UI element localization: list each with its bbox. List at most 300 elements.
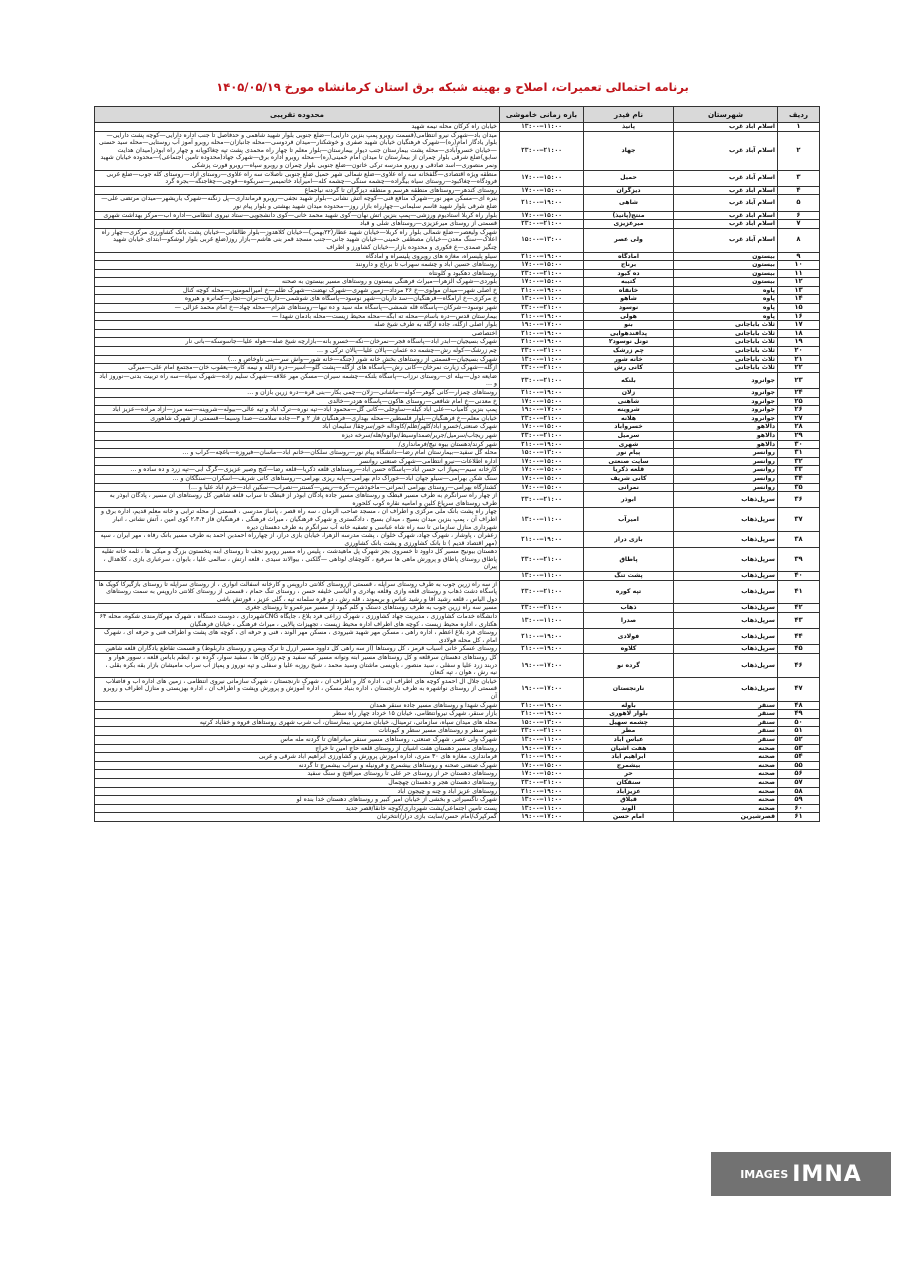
cell-row-number: ۶۱: [778, 813, 820, 822]
cell-row-number: ۹: [778, 252, 820, 261]
cell-time: ۱۵:۰۰—۱۷:۰۰: [500, 261, 584, 270]
cell-time: ۱۹:۰۰—۲۱:۰۰: [500, 645, 584, 654]
cell-feeder: کتیبه: [584, 278, 674, 287]
cell-time: ۱۹:۰۰—۲۱:۰۰: [500, 440, 584, 449]
cell-time: ۱۹:۰۰—۲۱:۰۰: [500, 329, 584, 338]
cell-city: سرپل‌ذهاب: [674, 532, 778, 548]
cell-time: ۲۱:۰۰—۲۳:۰۰: [500, 548, 584, 572]
cell-area: محله های میدان سپاه، سازمانی، ترمینال، خیابان مدرس، بیمارستان، اب شرب شهری روستاهای فروه و خفایاد کرتپه: [95, 718, 500, 727]
cell-row-number: ۵۵: [778, 761, 820, 770]
cell-city: سرپل‌ذهاب: [674, 548, 778, 572]
cell-area: خیابان جلال آل احمدو کوچه های اطراف آن ، اداره کار و اطراف آن ، شهرک نارنجستان ، شهرک سازمانی نیروی انتظامی ، زمین های اداره آب و فاضلاب قسمتی از روستای نواشهره به طرف نارنجستان ، اداره بنیاد مسکن ، اداره آموزش و پرورش وپشت و اطراف آن ، اداره بهزیستی و منازل اطراف و روبرو آن: [95, 677, 500, 701]
cell-row-number: ۳۱: [778, 449, 820, 458]
cell-area: محله گل سفید—بیمارستان امام رضا—دانشگاه پیام نور—روستای سلکان—خانم اباد—ماسان—فیروزه—باغچه—کراب و …: [95, 449, 500, 458]
cell-feeder: شاهی: [584, 195, 674, 211]
cell-feeder: سنقکان: [584, 778, 674, 787]
cell-time: ۱۳:۰۰—۱۵:۰۰: [500, 449, 584, 458]
table-row: [95, 414, 820, 423]
cell-city: ثلاث باباجانی: [674, 364, 778, 373]
cell-city: سرپل‌ذهاب: [674, 654, 778, 678]
outage-schedule-table: [94, 106, 820, 822]
cell-time: ۱۳:۰۰—۱۵:۰۰: [500, 228, 584, 252]
cell-city: دالاهو: [674, 440, 778, 449]
cell-area: خیابان راه کرکان محله نیمه شهید: [95, 123, 500, 132]
table-row: [95, 778, 820, 787]
cell-area: شهرک بسیجیان—قسمتی از روستاهای بخش خانه شور (جنگه—خانه شور—واش سر—بنی ناوخاص و …): [95, 355, 500, 364]
cell-time: ۲۱:۰۰—۲۳:۰۰: [500, 372, 584, 388]
cell-time: ۱۷:۰۰—۱۹:۰۰: [500, 406, 584, 415]
cell-area: روستای عسکر خانی آسیاب قرمز ، کل روستاها (از سه راهی کل داوود مسیر ازرل تا ترک ویس و روستای داربلوط) و قسمت تقاطع یادگاران قلعه شاهین: [95, 645, 500, 654]
header-row-number: ردیف: [778, 107, 820, 123]
cell-city: سرپل‌ذهاب: [674, 604, 778, 613]
cell-city: پاوه: [674, 312, 778, 321]
cell-feeder: بیشمرج: [584, 761, 674, 770]
cell-feeder: باوله: [584, 701, 674, 710]
cell-feeder: پشت تنگ: [584, 572, 674, 581]
cell-time: ۲۱:۰۰—۲۳:۰۰: [500, 304, 584, 313]
cell-feeder: امیرآب: [584, 508, 674, 532]
cell-area: ازگله—شهرک زیارت نمرخان—کانی رش—پاسگاه های ازگله—پشت گلو—اسیر—دره زالله و نیمه کاره—یعقوب خان—مجتمع امام علی—میرگی: [95, 364, 500, 373]
cell-area: سنگ شکن بهرامی—سیلو جهان اباد—خوراک دام بهرامی—پایه ریزی بهرامی—روستاهای کانی شریف—آسکران—سنگکان و …: [95, 474, 500, 483]
cell-feeder: قلعه ذکریا: [584, 466, 674, 475]
table-row: [95, 710, 820, 719]
header-feeder: نام فیدر: [584, 107, 674, 123]
table-row: [95, 787, 820, 796]
cell-time: ۱۹:۰۰—۲۱:۰۰: [500, 710, 584, 719]
cell-city: سرپل‌ذهاب: [674, 629, 778, 645]
cell-city: روانسر: [674, 474, 778, 483]
cell-city: پاوه: [674, 304, 778, 313]
cell-row-number: ۵۶: [778, 770, 820, 779]
cell-row-number: ۱: [778, 123, 820, 132]
header-city: شهرستان: [674, 107, 778, 123]
cell-area: روستاهای عزیز اباد و چنه و چیجون اباد: [95, 787, 500, 796]
cell-city: ثلاث باباجانی: [674, 338, 778, 347]
watermark-sub: IMAGES: [740, 1167, 789, 1181]
cell-time: ۲۱:۰۰—۲۳:۰۰: [500, 131, 584, 170]
table-row: [95, 170, 820, 186]
cell-time: ۱۷:۰۰—۱۹:۰۰: [500, 744, 584, 753]
cell-city: سنقر: [674, 701, 778, 710]
cell-row-number: ۱۰: [778, 261, 820, 270]
cell-row-number: ۵۱: [778, 727, 820, 736]
cell-feeder: ذهاب: [584, 604, 674, 613]
cell-time: ۱۷:۰۰—۱۹:۰۰: [500, 677, 584, 701]
cell-time: ۱۵:۰۰—۱۷:۰۰: [500, 457, 584, 466]
cell-feeder: شاهو: [584, 295, 674, 304]
table-row: [95, 770, 820, 779]
cell-time: ۲۱:۰۰—۲۳:۰۰: [500, 492, 584, 508]
cell-area: میدان باد—شهرک نیرو انتظامی(قسمت روبرو پمپ بنزین دارایی)—ضلع جنوبی بلوار شهید شاهمی و حدفاصل تا جنب اداره دارایی—کوچه پشت دارایی—بلوار یادگار امام(ره)—شهرک فرهنگیان خیابان شهید صفری و خوشکنار—میدان فردوسی—محله جانبازان—محله روبرو آموز آب روستایی—محله سید حسنی—خیابان خسروآبادی—محله پشت بیمارستان جنب دیوار بیمارستان—بلوار معلم تا چهار راه محمدی پشت تپه چغاکوپانه و چهار راه ابوذر(میدان هدایت سابق)ضلع شرقی بلوار چمران از بیمارستان تا میدان امام خمینی(ره)—محله روبرو اداره برق—شهرک جهاد(محدوده تامین اجتماعی)—محدوده خیابان شهید ونمر منصوری—اسد صادقی و روبرو مدرسه ترکی خاتون—ضلع جنوبی بلوار چمران و روبرو سپاه—روبرو فورت پزشکی: [95, 131, 500, 170]
cell-area: شهر نوسود—شرکان—پاسگاه قله شمشی—پاسگاه مله سید و ده نیها—روستاهای شرام—محله چهاد—خ امام محمد غزالی —: [95, 304, 500, 313]
cell-time: ۱۹:۰۰—۲۱:۰۰: [500, 701, 584, 710]
cell-feeder: کانی شریف: [584, 474, 674, 483]
cell-city: صحنه: [674, 796, 778, 805]
watermark-logo: [711, 1152, 891, 1196]
cell-area: بنره ای—مسکن مهر نور—شهرک منافع فنی—کوچه آتش نشانی—بلوار شهید نجفی—روبرو فرمانداری—پل زنگنه—شهرک یاریشهر—میدان مرتضی علی—ضلع شرقی بلوار شهید قاسم سلیمانی—چهارراه بازار روز—محدوده میدان شهید بهشتی و بلوار پیام نور: [95, 195, 500, 211]
cell-row-number: ۲۴: [778, 389, 820, 398]
cell-city: صحنه: [674, 804, 778, 813]
cell-row-number: ۳۹: [778, 548, 820, 572]
cell-time: ۱۹:۰۰—۲۱:۰۰: [500, 629, 584, 645]
cell-row-number: ۴۵: [778, 645, 820, 654]
cell-row-number: ۱۵: [778, 304, 820, 313]
cell-time: ۱۵:۰۰—۱۷:۰۰: [500, 278, 584, 287]
cell-area: روستای کندهر—روستاهای منطقه هرسم و منطقه دیزگران تا گردنه نیاجماغ: [95, 186, 500, 195]
cell-feeder: پیام نور: [584, 449, 674, 458]
cell-area: سیلو پلیسراه، مغازه های روبروی پلیسراه و امادگاه: [95, 252, 500, 261]
cell-city: سرپل‌ذهاب: [674, 492, 778, 508]
cell-feeder: امام حسن: [584, 813, 674, 822]
cell-area: روستای فرد بلاغ اعظم ، اداره راهی ، مسکن مهر شهید شیرودی ، مسکن مهر الوند ، فنی و حرفه ای ، کوچه های پشت و اطراف فنی و حرفه ای ، شهرک امام ، کل محله فولادی: [95, 629, 500, 645]
cell-city: جوانرود: [674, 414, 778, 423]
cell-feeder: الوند: [584, 804, 674, 813]
cell-area: از چهار راه سرانگرم به طرف مسیر قبطک و روستاهای مسیر جاده پادگان ابوذر از قبطک تا سراب قلعه شاهین کل روستاهای ان مسیر ، پادگان ابوذر به طرف روستاهای سرپاغ کلین و امامیه نقاره کوب کلحوره: [95, 492, 500, 508]
cell-city: دالاهو: [674, 431, 778, 440]
cell-row-number: ۴۴: [778, 629, 820, 645]
cell-area: شهر ریجاب/سرمیل/جریر/صمداوسیط/نوالوه/هله/سرخه دیزه: [95, 431, 500, 440]
table-row: [95, 804, 820, 813]
cell-feeder: پانیذ: [584, 123, 674, 132]
table-row: [95, 677, 820, 701]
table-row: [95, 572, 820, 581]
table-row: [95, 431, 820, 440]
cell-feeder: تپه کوره: [584, 580, 674, 604]
cell-city: سرپل‌ذهاب: [674, 645, 778, 654]
cell-feeder: دیزگران: [584, 186, 674, 195]
cell-area: منطقه ویژه اقتصادی—گلفخانه سه راه علاوی—ضلع شمالی شهر حمیل ضلع جنوبی ناصلات سه راه علاوی—روستای آزاد—روستای کله جوب—ضلع غربی فرودگاه—چغاکبود—روستای سیاه بیگراده—چشمه سنگی—چشمه کله—امیرآباد خاتمیمیر—سربکوه—قوچی—چغاجنگه—بجره گرد: [95, 170, 500, 186]
table-row: [95, 195, 820, 211]
cell-time: ۱۹:۰۰—۲۱:۰۰: [500, 195, 584, 211]
cell-time: ۱۹:۰۰—۲۱:۰۰: [500, 389, 584, 398]
cell-city: اسلام آباد غرب: [674, 131, 778, 170]
cell-feeder: عباس آباد: [584, 735, 674, 744]
cell-row-number: ۱۸: [778, 329, 820, 338]
cell-feeder: مطر: [584, 727, 674, 736]
cell-feeder: خسروآباد: [584, 423, 674, 432]
cell-feeder: حر: [584, 770, 674, 779]
cell-city: قصرشیرین: [674, 813, 778, 822]
cell-time: ۲۱:۰۰—۲۳:۰۰: [500, 580, 584, 604]
cell-row-number: ۲: [778, 131, 820, 170]
cell-feeder: نمرانی: [584, 483, 674, 492]
cell-time: ۲۱:۰۰—۲۳:۰۰: [500, 778, 584, 787]
cell-city: صحنه: [674, 787, 778, 796]
cell-area: شهرک صنعتی/خسرو آباد/کلهر/ظلم/کاوداله خور/سرچقا/ سلیمان آباد: [95, 423, 500, 432]
cell-area: روستاهای حسین اباد و چشمه سهراب تا برناج و دارونند: [95, 261, 500, 270]
table-row: [95, 123, 820, 132]
cell-area: قسمتی از روستای میرعزیزی—روستاهای شلی و قباد: [95, 220, 500, 229]
cell-feeder: خانقاه: [584, 286, 674, 295]
cell-row-number: ۴: [778, 186, 820, 195]
cell-time: ۱۵:۰۰—۱۷:۰۰: [500, 423, 584, 432]
cell-row-number: ۳۸: [778, 532, 820, 548]
cell-area: کل روستاهای دهستان سرقلعه و کل روستاهای مسیر آبنه ونوانه مسیر کیه سفید و چم زرکان ها ، سفید سوار، گرده نو ، آبطم باباس قلعه ، سوور هوار و دربند زرد علیا و سفلی ، سید منصور ، باویسی ماشتان وسید محمد ، شیخ روزبه علیا و سفلی و تپه نوروز و پمپاژ آب سراب مامیشان بازار بقه بکره بقلی ، نیه رش ، هوان ، تپه کنعان: [95, 654, 500, 678]
cell-feeder: نارنجستان: [584, 677, 674, 701]
cell-row-number: ۵۹: [778, 796, 820, 805]
table-row: [95, 228, 820, 252]
cell-time: ۱۵:۰۰—۱۷:۰۰: [500, 466, 584, 475]
cell-time: ۱۵:۰۰—۱۷:۰۰: [500, 761, 584, 770]
cell-city: صحنه: [674, 770, 778, 779]
table-row: [95, 532, 820, 548]
cell-area: چم زرشک—کوله رش—چشمه ده عثمان—پالان علیا—پالان ترکی و …: [95, 347, 500, 356]
cell-city: جوانرود: [674, 389, 778, 398]
cell-feeder: نوسود: [584, 304, 674, 313]
cell-city: روانسر: [674, 457, 778, 466]
cell-row-number: ۵۷: [778, 778, 820, 787]
cell-row-number: ۱۲: [778, 278, 820, 287]
cell-city: سنقر: [674, 718, 778, 727]
cell-city: ثلاث باباجانی: [674, 347, 778, 356]
cell-feeder: ده کبود: [584, 269, 674, 278]
cell-row-number: ۱۹: [778, 338, 820, 347]
cell-time: ۲۱:۰۰—۲۳:۰۰: [500, 364, 584, 373]
cell-feeder: سایت صنعتی: [584, 457, 674, 466]
table-row: [95, 580, 820, 604]
table-row: [95, 629, 820, 645]
cell-area: شهرک بسیجیان—آبدر اباد—پاسگاه فجر—نمرخان—نکه—خسرو بانه—بازارچه شیخ صله—هوله علیا—جاسوسکه—بانی نار: [95, 338, 500, 347]
cell-time: ۲۱:۰۰—۲۳:۰۰: [500, 220, 584, 229]
cell-time: ۲۱:۰۰—۲۳:۰۰: [500, 431, 584, 440]
cell-feeder: برناج: [584, 261, 674, 270]
cell-row-number: ۴۰: [778, 572, 820, 581]
table-row: [95, 131, 820, 170]
cell-row-number: ۴۸: [778, 701, 820, 710]
cell-area: شهرک ناگسیراتی و بخشی از خیابان امیر کبیر و روستاهای دهستان خدا بنده لو: [95, 796, 500, 805]
cell-row-number: ۵۸: [778, 787, 820, 796]
table-row: [95, 211, 820, 220]
table-row: [95, 269, 820, 278]
cell-time: ۲۱:۰۰—۲۳:۰۰: [500, 414, 584, 423]
cell-feeder: شروینه: [584, 406, 674, 415]
cell-city: روانسر: [674, 449, 778, 458]
table-row: [95, 220, 820, 229]
cell-area: دهستان بیونیج مسیر کل داوود تا خسروی بجز شهرک پل ماهیدشت ، پلیس راه مسیر روبرو نجف تا روستای آبنه پتخستون بزرگ و میکی ها ، ثلمه خانه تقلیه پاطاق روستای پاطاق و پرورش ماهی ها سرفیع ، کلوچقای لوتاهی —گلکنی ، بیوالاند سیدی ، قلعه ارتش ، سالمی علیا ، بابوان ، سرعباری بازی ، کلاهدال ، پیران: [95, 548, 500, 572]
table-row: [95, 397, 820, 406]
cell-row-number: ۵۳: [778, 744, 820, 753]
table-row: [95, 753, 820, 762]
table-row: [95, 492, 820, 508]
cell-time: ۱۵:۰۰—۱۷:۰۰: [500, 211, 584, 220]
cell-row-number: ۳۷: [778, 508, 820, 532]
cell-feeder: بنو: [584, 321, 674, 330]
cell-feeder: پاطاق: [584, 548, 674, 572]
cell-time: ۱۱:۰۰—۱۳:۰۰: [500, 796, 584, 805]
watermark-main: IMNA: [792, 1161, 862, 1187]
cell-row-number: ۱۶: [778, 312, 820, 321]
cell-city: ثلاث باباجانی: [674, 329, 778, 338]
cell-area: روستاهای مسیر دهستان هفت اشیان از روستای قلعه حاج امین تا خراج: [95, 744, 500, 753]
cell-city: جوانرود: [674, 406, 778, 415]
cell-time: ۱۵:۰۰—۱۷:۰۰: [500, 483, 584, 492]
cell-time: ۱۵:۰۰—۱۷:۰۰: [500, 186, 584, 195]
table-row: [95, 364, 820, 373]
cell-area: گمرکپرک/امام حسن/سایت بازی دراز/انتخرتبان: [95, 813, 500, 822]
cell-time: ۲۱:۰۰—۲۳:۰۰: [500, 727, 584, 736]
cell-time: ۱۵:۰۰—۱۷:۰۰: [500, 397, 584, 406]
cell-city: اسلام آباد غرب: [674, 195, 778, 211]
cell-feeder: بلوار لاهوری: [584, 710, 674, 719]
cell-city: دالاهو: [674, 423, 778, 432]
cell-area: شهرک شهدا و روستاهای مسیر جاده سنقر همدان: [95, 701, 500, 710]
cell-city: سنقر: [674, 710, 778, 719]
cell-time: ۱۹:۰۰—۲۱:۰۰: [500, 787, 584, 796]
cell-time: ۱۳:۰۰—۱۵:۰۰: [500, 718, 584, 727]
table-row: [95, 735, 820, 744]
cell-city: روانسر: [674, 466, 778, 475]
cell-row-number: ۷: [778, 220, 820, 229]
table-row: [95, 613, 820, 629]
cell-feeder: سرمیل: [584, 431, 674, 440]
cell-row-number: ۱۴: [778, 295, 820, 304]
cell-area: شهرک ولی عصر، شهرک صنعتی، روستاهای مسیر سنقر میانراهان تا گردنه مله ماس: [95, 735, 500, 744]
cell-city: اسلام آباد غرب: [674, 170, 778, 186]
cell-area: [95, 572, 500, 581]
table-row: [95, 440, 820, 449]
cell-time: ۱۹:۰۰—۲۱:۰۰: [500, 753, 584, 762]
cell-feeder: آمادگاه: [584, 252, 674, 261]
cell-feeder: گرده نو: [584, 654, 674, 678]
cell-feeder: ابراهیم آباد: [584, 753, 674, 762]
cell-row-number: ۵۰: [778, 718, 820, 727]
cell-row-number: ۶۰: [778, 804, 820, 813]
table-row: [95, 796, 820, 805]
cell-time: ۱۱:۰۰—۱۳:۰۰: [500, 804, 584, 813]
cell-time: ۱۵:۰۰—۱۷:۰۰: [500, 474, 584, 483]
cell-time: ۱۱:۰۰—۱۳:۰۰: [500, 735, 584, 744]
cell-row-number: ۸: [778, 228, 820, 252]
cell-time: ۱۱:۰۰—۱۳:۰۰: [500, 355, 584, 364]
cell-city: بیستون: [674, 261, 778, 270]
table-row: [95, 304, 820, 313]
table-row: [95, 718, 820, 727]
cell-area: کشتارگاه بهرامی—روستای بهرامی (نمرانی—ماخوذشن—کره—ریس—کسنتر—نصراب—سکین اباد—خرم اباد علیا و …): [95, 483, 500, 492]
cell-row-number: ۳۳: [778, 466, 820, 475]
cell-time: ۱۱:۰۰—۱۳:۰۰: [500, 613, 584, 629]
header-time: بازه زمانی خاموشی: [500, 107, 584, 123]
cell-row-number: ۳۲: [778, 457, 820, 466]
cell-area: اختصاصی: [95, 329, 500, 338]
cell-area: بلوردی—شهرک الزهرا—میراث فرهنگی بیستون و روستاهای مسیر بیستون به صحنه: [95, 278, 500, 287]
cell-city: پاوه: [674, 295, 778, 304]
cell-time: ۱۷:۰۰—۱۹:۰۰: [500, 813, 584, 822]
table-row: [95, 548, 820, 572]
cell-feeder: کلاوه: [584, 645, 674, 654]
cell-feeder: قبلاق: [584, 796, 674, 805]
cell-feeder: میرعزیزی: [584, 220, 674, 229]
cell-row-number: ۳۰: [778, 440, 820, 449]
table-row: [95, 389, 820, 398]
cell-row-number: ۱۷: [778, 321, 820, 330]
cell-row-number: ۵: [778, 195, 820, 211]
cell-area: اداره اطلاعات—نیرو انتظامی—شهرک صنعتی روانسر: [95, 457, 500, 466]
cell-feeder: هلانه: [584, 414, 674, 423]
cell-area: چهار راه پشت بانک ملی مرکزی و اطراف آن ، مسجد صاحب الزمان ، سه راه قصر ، پاساژ مدرسی ، قسمتی از محله ترابی و خانه معلم قدیم، اداره برق و اطراف آن ، پمپ بنزین میدان بسیج ، میدان بسیج ، دادگستری و شهرک فرهنگیان ، میراث فرهنگی ، فرهنگیان فاز ۲،۳،۴ کوی امین ، آتش نشانی ، انبار شهرداری منازل سازمانی تا سه راه شاه عباسی و تصفیه خانه آب سرانگرم به طرف دهستان دیره: [95, 508, 500, 532]
cell-feeder: تونل نوسود۲: [584, 338, 674, 347]
cell-feeder: بازی دراز: [584, 532, 674, 548]
cell-row-number: ۵۲: [778, 735, 820, 744]
table-row: [95, 813, 820, 822]
table-row: [95, 654, 820, 678]
cell-row-number: ۲۲: [778, 364, 820, 373]
cell-row-number: ۳۶: [778, 492, 820, 508]
cell-city: ثلاث باباجانی: [674, 321, 778, 330]
cell-city: سرپل‌ذهاب: [674, 572, 778, 581]
cell-area: روستاهای چمزار—کانی گوهر—کوله—ماشانی—زلان—چمی بکار—بنی قره—دره زرین بازان و …: [95, 389, 500, 398]
cell-area: بازار سنقر، شهرک نیروانتظامی، خیابان ۱۵ خرداد چهار راه سطر: [95, 710, 500, 719]
table-row: [95, 483, 820, 492]
table-row: [95, 338, 820, 347]
table-row: [95, 278, 820, 287]
cell-area: فرمانداری، مغازه های ۳۰ متری، اداره اموزش پرورش و کشاورزی ابراهیم اباد شرقی و غربی: [95, 753, 500, 762]
cell-city: اسلام آباد غرب: [674, 220, 778, 229]
cell-area: شهر سطر و روستاهای مسیر سطر و کیونانات: [95, 727, 500, 736]
cell-city: صحنه: [674, 761, 778, 770]
cell-time: ۱۷:۰۰—۱۹:۰۰: [500, 321, 584, 330]
table-row: [95, 457, 820, 466]
cell-city: روانسر: [674, 483, 778, 492]
cell-feeder: چم زرشک: [584, 347, 674, 356]
cell-city: سرپل‌ذهاب: [674, 677, 778, 701]
cell-city: بیستون: [674, 252, 778, 261]
cell-row-number: ۲۳: [778, 372, 820, 388]
cell-feeder: صدرا: [584, 613, 674, 629]
cell-row-number: ۲۷: [778, 414, 820, 423]
table-row: [95, 604, 820, 613]
cell-row-number: ۴۷: [778, 677, 820, 701]
table-row: [95, 466, 820, 475]
cell-feeder: حمیل: [584, 170, 674, 186]
cell-city: سنقر: [674, 727, 778, 736]
cell-feeder: چشمه سهیل: [584, 718, 674, 727]
table-row: [95, 645, 820, 654]
cell-area: از سه راه زرین جوب به طرف روستای سراپله ، قسمتی ازروستای کلانتی داروپس و کارخانه آسفالت انواری ، از روستای سراپله تا روستای بازگیرکا کویک ها پاسگاه دشت ذهاب و روستای قلعه وازی وقلعه بهادری و الیاسی خلیفه حسن ، روستای تنگ حمام ، قسمتی از روستای کلانتی داروپس به سمت روستاهای دول الیاس ، قلعه رشید آقا و رشید عباس و بریموند ، قله رش ، دو قره سلمانه تپه ، گلی عزیز ، قورتش باشی: [95, 580, 500, 604]
table-row: [95, 261, 820, 270]
table-row: [95, 701, 820, 710]
cell-feeder: کانی رش: [584, 364, 674, 373]
table-row: [95, 347, 820, 356]
cell-area: پست تامین اجتماعی/پشت شهرداری/کوچه خانقا/قصر جدید: [95, 804, 500, 813]
cell-row-number: ۱۱: [778, 269, 820, 278]
cell-area: بلوار اصلی ازگله، جاده ازگله به طرف شیخ صله: [95, 321, 500, 330]
cell-city: بیستون: [674, 278, 778, 287]
cell-area: پمپ بنزین کامیاب—علی اباد کیله—ساوجلی—کانی گل—محمود اباد—تپه نوره—ترک اباد و تپه عالی—بیوله—شروینه—سه مرز—آزاد مراده—عزیز اباد: [95, 406, 500, 415]
cell-area: خ معدنی—خ امام شافعی—روستای هاکون—پاسگاه هزدر—خالدی: [95, 397, 500, 406]
cell-feeder: جهاد: [584, 131, 674, 170]
cell-time: ۱۹:۰۰—۲۱:۰۰: [500, 286, 584, 295]
cell-time: ۱۱:۰۰—۱۳:۰۰: [500, 572, 584, 581]
cell-city: سرپل‌ذهاب: [674, 580, 778, 604]
cell-feeder: شهری: [584, 440, 674, 449]
table-row: [95, 744, 820, 753]
cell-city: سرپل‌ذهاب: [674, 508, 778, 532]
table-row: [95, 727, 820, 736]
cell-row-number: ۲۹: [778, 431, 820, 440]
cell-row-number: ۳۴: [778, 474, 820, 483]
cell-row-number: ۲۶: [778, 406, 820, 415]
cell-time: ۲۱:۰۰—۲۳:۰۰: [500, 347, 584, 356]
cell-city: صحنه: [674, 753, 778, 762]
table-row: [95, 295, 820, 304]
table-row: [95, 423, 820, 432]
cell-row-number: ۲۱: [778, 355, 820, 364]
cell-time: ۱۹:۰۰—۲۱:۰۰: [500, 312, 584, 321]
cell-time: ۱۹:۰۰—۲۱:۰۰: [500, 338, 584, 347]
cell-area: ضایعه دول—بیله ای—روستای نرزاب—پاسگاه بلنکه—چشمه سیران—مسکن مهر علاقه—شهرک سلیم زاده—شهرک سپاه—سه راه تربیت بدنی—نوروز اباد و …: [95, 372, 500, 388]
cell-city: صحنه: [674, 744, 778, 753]
table-row: [95, 312, 820, 321]
